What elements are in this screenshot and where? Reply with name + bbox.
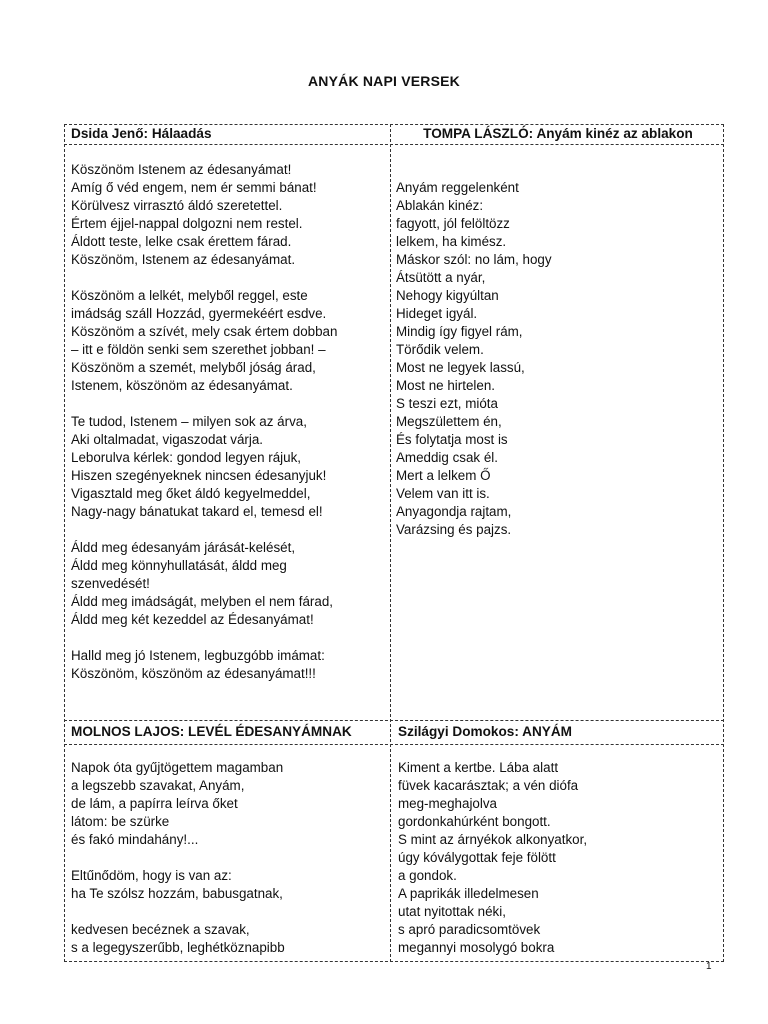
poem-line: Mert a lelkem Ő — [396, 468, 491, 483]
poem-line: úgy kóválygottak feje fölött — [398, 850, 556, 865]
stanza-break — [71, 521, 337, 539]
poem-line: Most ne hirtelen. — [396, 378, 495, 393]
poem-line: Ameddig csak él. — [396, 450, 498, 465]
page-number: 1 — [706, 961, 712, 972]
poem-line: Napok óta gyűjtögettem magamban — [71, 760, 284, 775]
poem-line: Amíg ő véd engem, nem ér semmi bánat! — [71, 180, 317, 195]
table-row-divider — [64, 720, 724, 721]
poem-heading: Dsida Jenő: Hálaadás — [71, 126, 212, 141]
poem-cell-molnos — [71, 723, 352, 957]
poem-line: imádság száll Hozzád, gyermekéért esdve. — [71, 306, 327, 321]
poem-heading: MOLNOS LAJOS: LEVÉL ÉDESANYÁMNAK — [71, 724, 352, 739]
poem-line: Köszönöm a szívét, mely csak értem dobban — [71, 324, 338, 339]
stanza-break — [71, 395, 337, 413]
poem-line: Megszülettem én, — [396, 414, 502, 429]
stanza-break — [71, 741, 352, 759]
poem-line: füvek kacarásztak; a vén diófa — [398, 778, 579, 793]
poem-line: Leborulva kérlek: gondod legyen rájuk, — [71, 450, 302, 465]
poem-line: Hideget igyál. — [396, 306, 478, 321]
poem-line: Velem van itt is. — [396, 486, 490, 501]
poem-line: Áldd meg édesanyám járását-kelését, — [71, 540, 296, 555]
poem-line: szenvedését! — [71, 576, 150, 591]
stanza-break — [71, 629, 337, 647]
stanza-break — [71, 903, 352, 921]
poem-line: A paprikák illedelmesen — [398, 886, 539, 901]
poem-line: Aki oltalmadat, vigaszodat várja. — [71, 432, 264, 447]
poem-line: Halld meg jó Istenem, legbuzgóbb imámat: — [71, 648, 325, 663]
poem-line: megannyi mosolygó bokra — [398, 940, 555, 955]
poem-line: s apró paradicsomtövek — [398, 922, 541, 937]
poem-line: Kiment a kertbe. Lába alatt — [398, 760, 559, 775]
poem-line: lelkem, ha kimész. — [396, 234, 507, 249]
poem-line: Törődik velem. — [396, 342, 484, 357]
poem-line: utat nyitottak néki, — [398, 904, 506, 919]
poem-line: Varázsing és pajzs. — [396, 522, 512, 537]
stanza-break — [396, 143, 720, 161]
poem-line: Áldott teste, lelke csak érettem fárad. — [71, 234, 292, 249]
poem-line: S teszi ezt, mióta — [396, 396, 498, 411]
poem-line: Vigasztald meg őket áldó kegyelmeddel, — [71, 486, 311, 501]
poem-line: És folytatja most is — [396, 432, 508, 447]
poem-cell-szilagyi — [398, 723, 587, 957]
poem-line: Áldd meg két kezeddel az Édesanyámat! — [71, 612, 314, 627]
poem-line: Köszönöm Istenem az édesanyámat! — [71, 162, 292, 177]
stanza-break — [396, 161, 720, 179]
poem-line: Hiszen szegényeknek nincsen édesanyjuk! — [71, 468, 327, 483]
poem-line: Átsütött a nyár, — [396, 270, 486, 285]
poem-cell-tompa — [396, 125, 720, 539]
poem-line: de lám, a papírra leírva őket — [71, 796, 238, 811]
poem-line: ha Te szólsz hozzám, babusgatnak, — [71, 886, 283, 901]
poem-line: fagyott, jól felöltözz — [396, 216, 510, 231]
poem-line: és fakó mindahány!... — [71, 832, 199, 847]
stanza-break — [398, 741, 587, 759]
poem-line: – itt e földön senki sem szerethet jobban! – — [71, 342, 326, 357]
poem-line: a legszebb szavakat, Anyám, — [71, 778, 245, 793]
stanza-break — [71, 143, 337, 161]
poem-line: Mindig így figyel rám, — [396, 324, 523, 339]
poem-line: meg-meghajolva — [398, 796, 497, 811]
poem-line: Máskor szól: no lám, hogy — [396, 252, 552, 267]
poem-line: Eltűnődöm, hogy is van az: — [71, 868, 232, 883]
poem-line: Ablakán kinéz: — [396, 198, 484, 213]
poem-heading: Szilágyi Domokos: ANYÁM — [398, 724, 572, 739]
poem-cell-dsida — [71, 125, 337, 683]
poem-line: Anyám reggelenként — [396, 180, 519, 195]
poem-line: a gondok. — [398, 868, 457, 883]
poem-line: Köszönöm a szemét, melyből jóság árad, — [71, 360, 316, 375]
poem-line: Nagy-nagy bánatukat takard el, temesd el! — [71, 504, 323, 519]
poem-heading: TOMPA LÁSZLÓ: Anyám kinéz az ablakon — [423, 126, 693, 141]
poem-line: S mint az árnyékok alkonyatkor, — [398, 832, 588, 847]
poem-line: látom: be szürke — [71, 814, 170, 829]
poem-line: Most ne legyek lassú, — [396, 360, 525, 375]
poem-line: Te tudod, Istenem – milyen sok az árva, — [71, 414, 307, 429]
poem-line: Körülvesz virrasztó áldó szeretettel. — [71, 198, 283, 213]
poem-line: Áldd meg imádságát, melyben el nem fárad, — [71, 594, 334, 609]
poem-line: Köszönöm a lelkét, melyből reggel, este — [71, 288, 308, 303]
poem-line: s a legegyszerűbb, leghétköznapibb — [71, 940, 285, 955]
poem-line: Nehogy kigyúltan — [396, 288, 499, 303]
poem-line: Anyagondja rajtam, — [396, 504, 512, 519]
stanza-break — [71, 269, 337, 287]
poem-line: kedvesen becéznek a szavak, — [71, 922, 250, 937]
poem-line: gordonkahúrként bongott. — [398, 814, 551, 829]
table-column-divider — [390, 124, 391, 962]
poem-line: Köszönöm, Istenem az édesanyámat. — [71, 252, 296, 267]
poem-line: Áldd meg könnyhullatását, áldd meg — [71, 558, 287, 573]
poem-line: Istenem, köszönöm az édesanyámat. — [71, 378, 293, 393]
poem-line: Értem éjjel-nappal dolgozni nem restel. — [71, 216, 303, 231]
document-title: ANYÁK NAPI VERSEK — [308, 73, 460, 89]
poem-line: Köszönöm, köszönöm az édesanyámat!!! — [71, 666, 316, 681]
stanza-break — [71, 849, 352, 867]
